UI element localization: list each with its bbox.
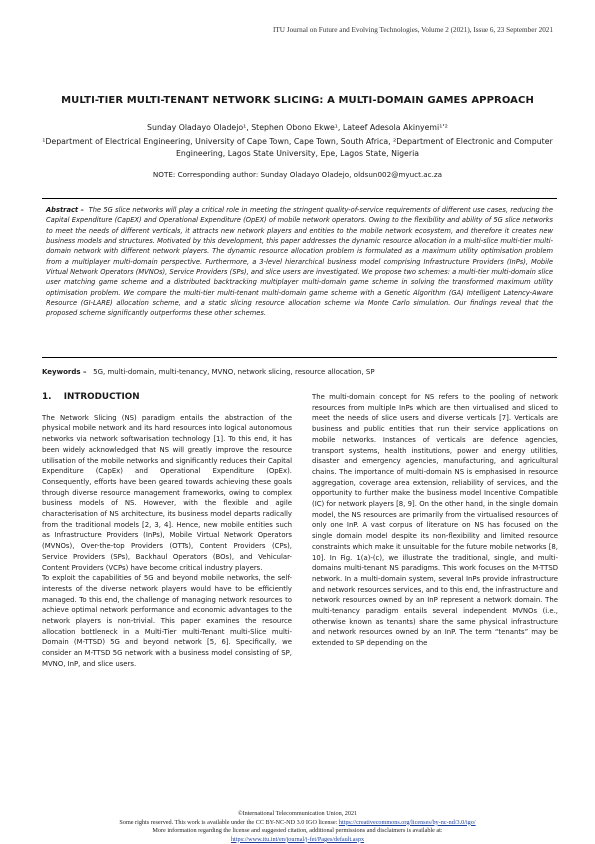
copyright-line: ©International Telecommunication Union, 2021: [237, 810, 358, 817]
left-column: [42, 388, 292, 670]
running-header: ITU Journal on Future and Evolving Technologies, Volume 2 (2021), Issue 6, 23 September 2021: [273, 26, 553, 34]
body-paragraph: To exploit the capabilities of 5G and beyond mobile networks, the self-interests of the diverse network players would have to be efficiently managed. To this end, the challenge of managing network resources to achieve optimal network performance and economic advantages to the network players is non-trivial. This paper examines the resource allocation bottleneck in a Multi-Tier multi-Tenant multi-Slice multi-Domain (M-TTSD) 5G and beyond network [5, 6]. Specifically, we consider an M-TTSD 5G network with a business model consisting of SP, MVNO, InP, and slice users.: [42, 574, 292, 668]
abstract-box: [42, 198, 557, 358]
affiliations: ¹Department of Electrical Engineering, University of Cape Town, Cape Town, South Africa, ²Department of Electronic and Computer Engineering, Lagos State University, Epe, Lagos State, Nigeria: [42, 137, 553, 158]
keywords: [42, 368, 555, 376]
author-list: Sunday Oladayo Oladejo¹, Stephen Obono Ekwe¹, Lateef Adesola Akinyemi¹ʼ²: [147, 123, 448, 132]
license-line: [42, 819, 553, 828]
info-line: More information regarding the license and suggested citation, additional permissions and disclaimers is available at:: [152, 827, 443, 835]
keywords-text: 5G, multi-domain, multi-tenancy, MVNO, network slicing, resource allocation, SP: [93, 368, 375, 376]
section-heading: [42, 392, 292, 403]
info-link[interactable]: https://www.itu.int/en/journal/j-fet/Pages/default.aspx: [230, 835, 365, 843]
abstract-text: The 5G slice networks will play a critical role in meeting the stringent quality-of-service requirements of different use cases, reducing the Capital Expenditure (CapEX) and Operational Expenditure (OpEX) of mobile network operators. Owing to the flexibility and ability of 5G slice networks to meet the needs of different verticals, it attracts new network players and entities to the mobile network ecosystem, and therefore it creates new business models and structures. Motivated by this development, this paper addresses the dynamic resource allocation in a multi-slice multi-tier multi-domain network with different network players. The dynamic resource allocation problem is formulated as a maximum utility optimisation problem from a multiplayer multi-domain perspective. Furthermore, a 3-level hierarchical business model comprising Infrastructure Providers (InPs), Mobile Virtual Network Operators (MVNOs), Service Providers (SPs), and slice users are investigated. We propose two schemes: a multi-tier multi-domain slice user matching game scheme and a distributed backtracking multiplayer multi-domain game scheme in solving the transformed maximum utility optimisation problem. We compare the multi-tier multi-tenant multi-domain game scheme with a Genetic Algorithm (GA) Intelligent Latency-Aware Resource (GI-LARE) allocation scheme, and a static slicing resource allocation scheme via Monte Carlo simulation. Our findings reveal that the proposed scheme significantly outperforms these other schemes.: [46, 206, 553, 318]
abstract: [46, 205, 553, 319]
license-prefix: Some rights reserved. This work is available under the CC BY-NC-ND 3.0 IGO license:: [119, 818, 339, 826]
abstract-label: Abstract –: [46, 206, 84, 214]
page-footer: [42, 810, 553, 844]
body-paragraph: The multi-domain concept for NS refers to the pooling of network resources from multiple InPs which are then virtualised and sliced to meet the needs of slice users and diverse verticals [7]. Verticals are business and public entities that run their service applications on mobile networks. Instances of verticals are defence agencies, transport systems, health institutions, power and energy utilities, disaster and emergency agencies, manufacturing, and agricultural chains. The importance of multi-domain NS is emphasised in resource aggregation, coverage area extension, reliability of services, and the opportunity to further make the business model Incentive Compatible (IC) for network players [8, 9]. On the other hand, in the single domain model, the NS resources are primarily from the virtualised resources of only one InP. A vast corpus of literature on NS has focused on the single domain model despite its non-flexibility and limited resource constraints which make it unsuitable for the future mobile networks [8, 10]. In Fig. 1(a)-(c), we illustrate the traditional, single, and multi-domains multi-tenant NS paradigms. This work focuses on the M-TTSD network. In a multi-domain system, several InPs provide infrastructure and network resources services, and to this end, the infrastructure and network resources owned by an InP represent a network domain. The multi-tenancy paradigm entails several independent MVNOs (i.e., otherwise known as tenants) share the same physical infrastructure and network resources owned by an InP. The term “tenants” may be extended to SP depending on the: [312, 393, 558, 648]
section-number: 1.: [42, 392, 52, 402]
keywords-label: Keywords –: [42, 368, 87, 376]
body-paragraph: The Network Slicing (NS) paradigm entails the abstraction of the physical mobile network and its hard resources into logical autonomous networks via network softwarisation technology [1]. To this end, it has been widely acknowledged that NS will greatly improve the resource utilisation of the mobile networks and significantly reduces their Capital Expenditure (CapEx) and Operational Expenditure (OpEx). Consequently, efforts have been geared towards achieving these goals through diverse resource management frameworks, owing to complex business models of NS. However, with the flexible and agile characterisation of NS architecture, its business model departs radically from the traditional models [2, 3, 4]. Hence, new mobile entities such as Infrastructure Providers (InPs), Mobile Virtual Network Operators (MVNOs), Over-the-top Providers (OTTs), Content Providers (CPs), Service Providers (SPs), Backhaul Operators (BOs), and Vehicular-Content Providers (VCPs) have become critical industry players.: [42, 413, 292, 572]
right-column: [312, 392, 558, 649]
corresponding-author-note: NOTE: Corresponding author: Sunday Oladayo Oladejo, oldsun002@myuct.ac.za: [152, 170, 443, 179]
section-title: INTRODUCTION: [63, 392, 140, 402]
paper-title: MULTI-TIER MULTI-TENANT NETWORK SLICING: A MULTI-DOMAIN GAMES APPROACH: [61, 95, 534, 106]
license-link[interactable]: https://creativecommons.org/licenses/by-nc-nd/3.0/igo/: [338, 818, 476, 826]
